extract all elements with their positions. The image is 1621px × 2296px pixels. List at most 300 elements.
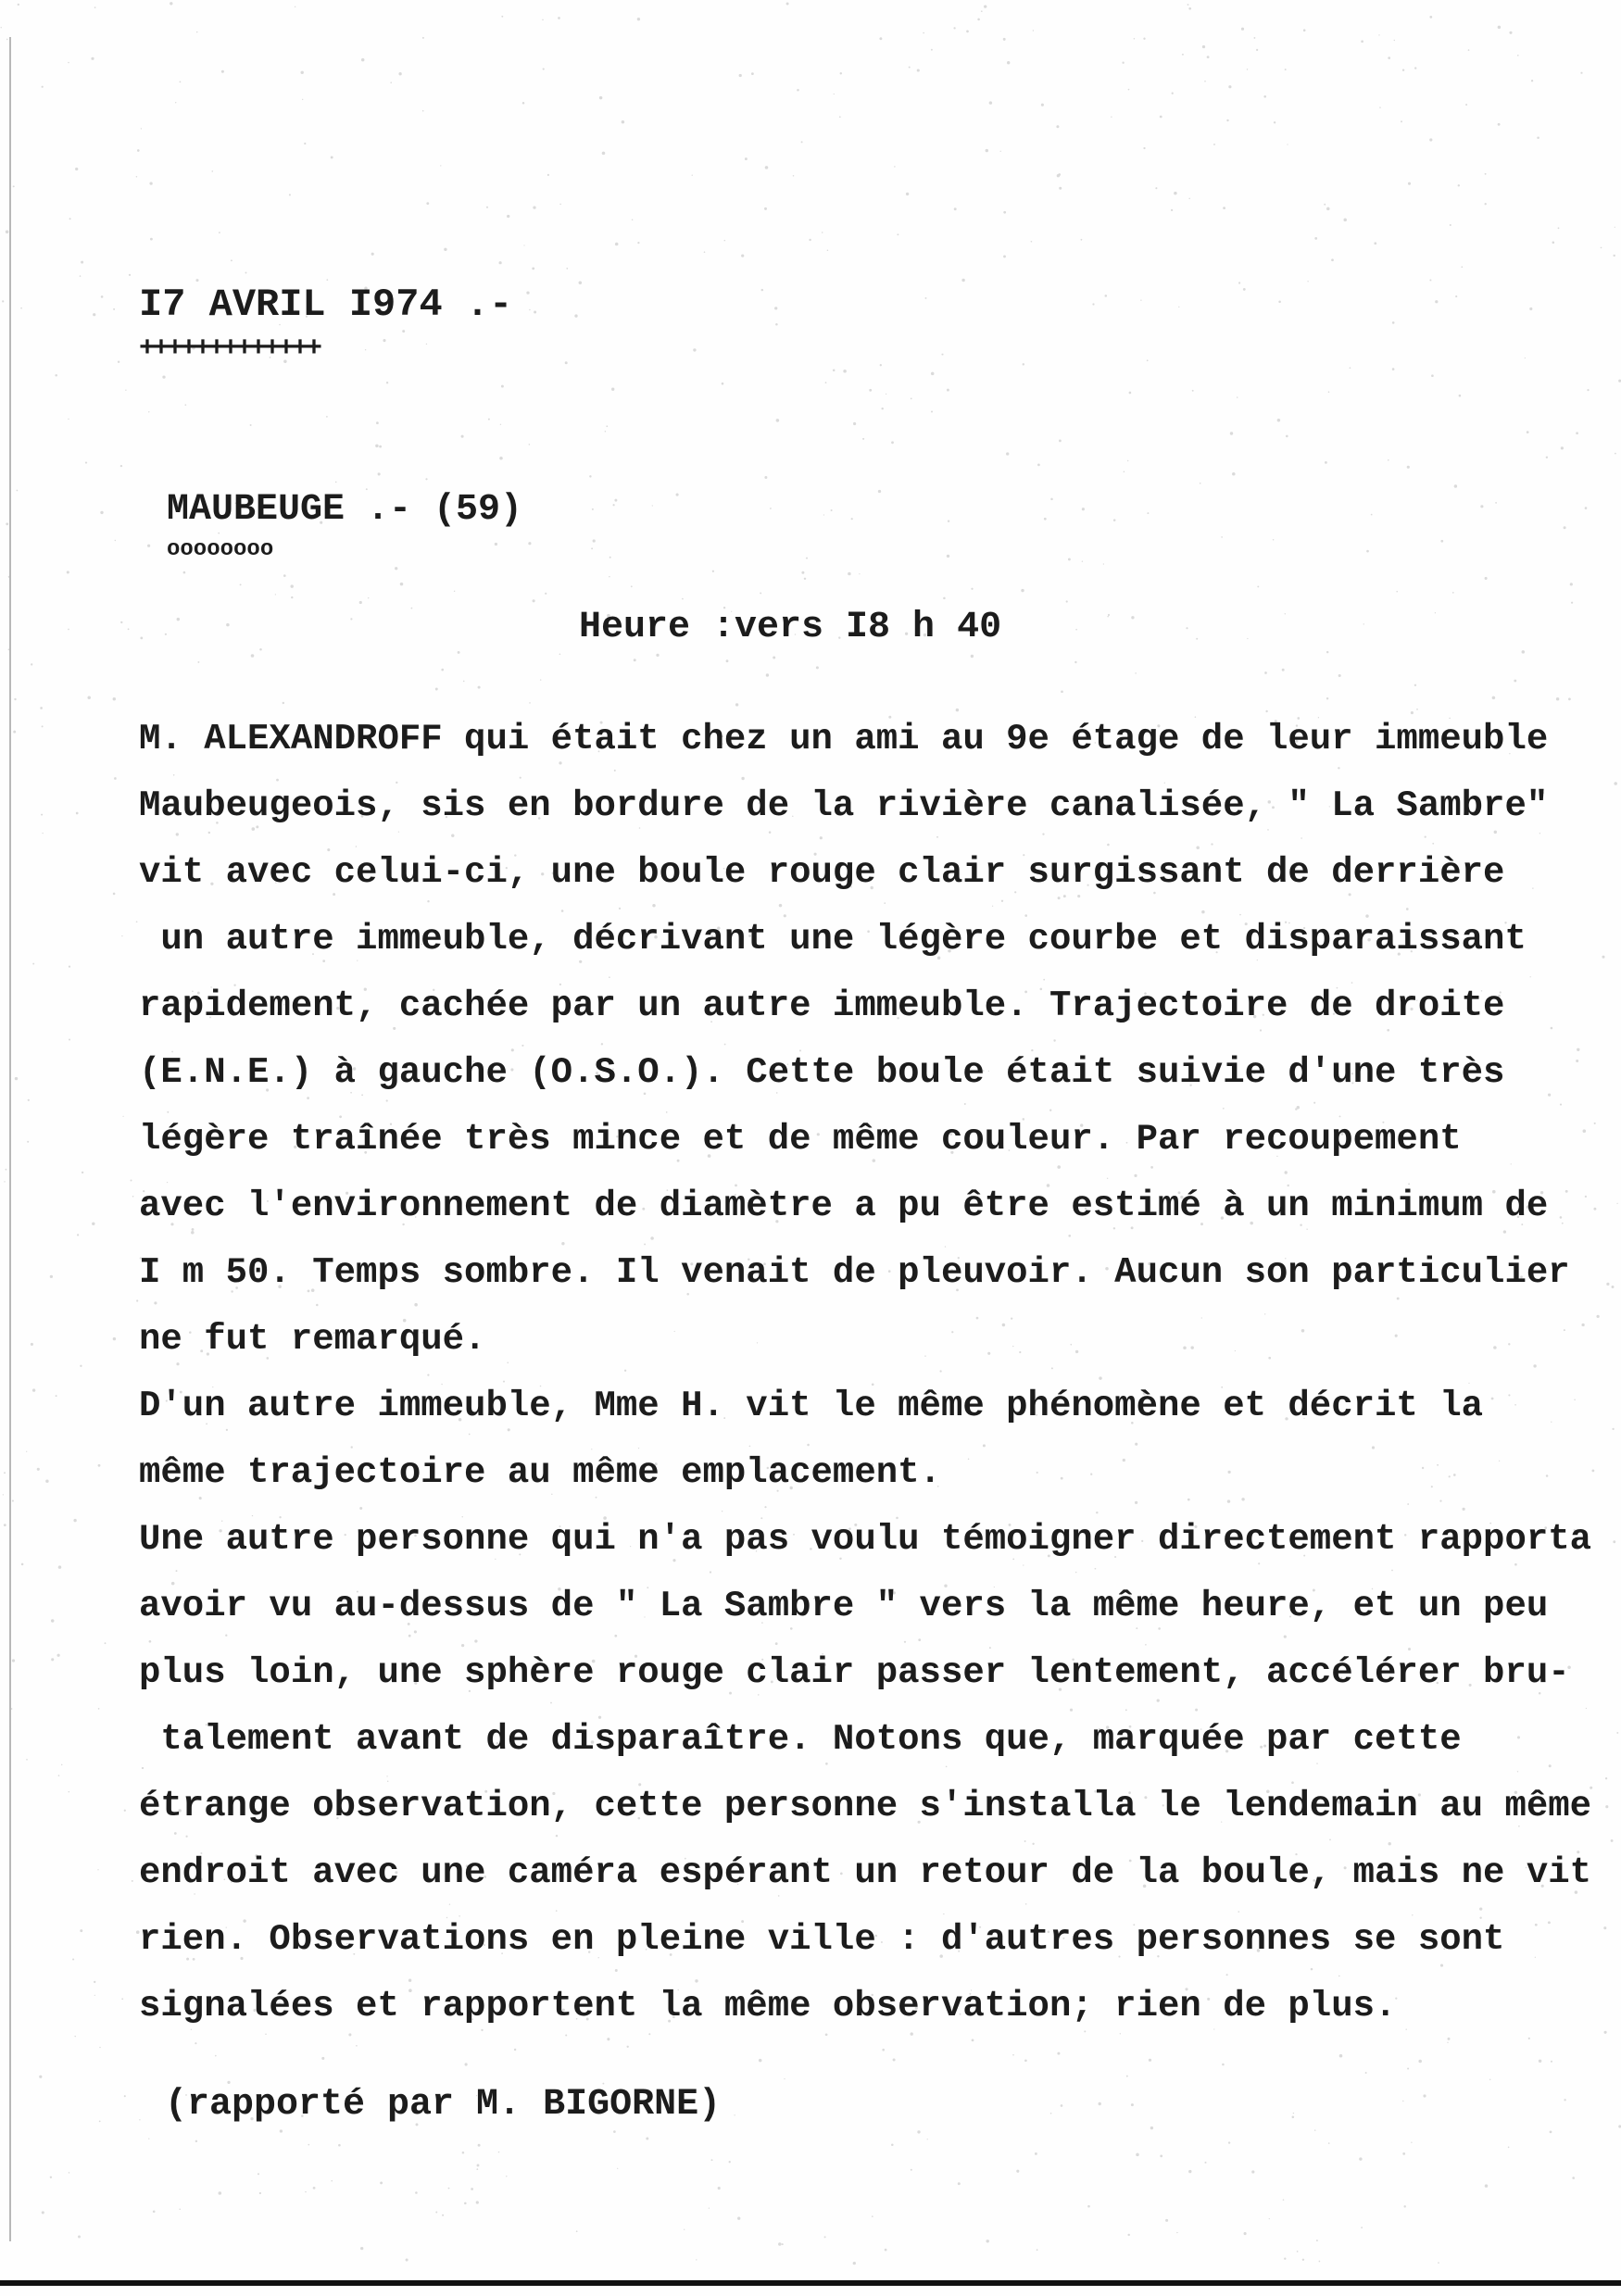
speckle-dot [722,383,724,385]
speckle-dot [94,1995,95,1996]
speckle-dot [179,2209,181,2211]
speckle-dot [348,2033,351,2036]
speckle-dot [769,831,772,834]
speckle-dot [751,72,754,75]
speckle-dot [57,1654,60,1657]
speckle-dot [165,634,167,635]
speckle-dot [114,777,117,780]
speckle-dot [1408,1648,1411,1650]
speckle-dot [1499,1461,1500,1462]
speckle-dot [1363,623,1364,624]
speckle-dot [50,2177,52,2178]
speckle-dot [943,597,946,600]
speckle-dot [503,1381,505,1383]
speckle-dot [488,419,490,420]
speckle-dot [1200,483,1201,484]
speckle-dot [1002,1324,1006,1327]
speckle-dot [148,411,149,412]
speckle-dot [426,344,427,345]
speckle-dot [411,608,413,609]
body-line: un autre immeuble, décrivant une légère courbe et disparaissant [139,919,1527,960]
speckle-dot [1411,711,1414,714]
speckle-dot [139,2119,140,2120]
speckle-dot [101,295,104,298]
speckle-dot [923,32,924,34]
speckle-dot [1508,1343,1510,1345]
speckle-dot [1187,4,1189,6]
speckle-dot [784,914,786,917]
speckle-dot [1302,2259,1304,2261]
speckle-dot [764,207,767,210]
speckle-dot [115,540,116,541]
speckle-dot [1099,2102,1101,2105]
speckle-dot [825,382,827,383]
speckle-dot [1223,207,1225,209]
speckle-dot [1264,671,1267,674]
speckle-dot [1613,1540,1615,1543]
speckle-dot [605,431,607,433]
speckle-dot [176,833,179,835]
speckle-dot [167,1111,169,1113]
speckle-dot [807,1444,810,1447]
speckle-dot [211,170,213,172]
speckle-dot [801,141,803,143]
speckle-dot [816,666,819,669]
speckle-dot [80,1929,82,1932]
speckle-dot [1292,2116,1295,2119]
speckle-dot [1479,1907,1482,1910]
speckle-dot [711,2159,713,2161]
speckle-dot [1431,1486,1433,1487]
speckle-dot [18,4,19,6]
speckle-dot [1264,1313,1265,1314]
speckle-dot [757,1342,758,1343]
speckle-dot [931,372,935,376]
speckle-dot [880,364,882,366]
speckle-dot [624,1370,626,1372]
speckle-dot [121,935,122,936]
speckle-dot [904,1641,906,1643]
speckle-dot [1313,1102,1315,1104]
speckle-dot [51,1619,54,1622]
speckle-dot [612,504,614,506]
speckle-dot [508,1428,510,1431]
speckle-dot [556,1910,558,1912]
speckle-dot [1228,2141,1230,2143]
speckle-dot [534,311,536,314]
speckle-dot [1068,1235,1071,1237]
observation-time: Heure :vers I8 h 40 [579,607,1002,648]
speckle-dot [1007,61,1010,64]
speckle-dot [1273,539,1275,541]
speckle-dot [542,19,544,21]
speckle-dot [764,476,767,479]
speckle-dot [1429,16,1432,19]
speckle-dot [1277,419,1280,421]
speckle-dot [882,2049,885,2051]
speckle-dot [240,583,242,585]
speckle-dot [1485,577,1488,580]
speckle-dot [532,267,534,270]
speckle-dot [897,233,898,235]
speckle-dot [1564,2099,1565,2101]
speckle-dot [499,457,503,460]
speckle-dot [1068,558,1071,560]
speckle-dot [426,202,429,205]
speckle-dot [1453,1474,1456,1476]
speckle-dot [185,1836,187,1838]
speckle-dot [208,832,210,834]
speckle-dot [1602,956,1604,959]
speckle-dot [972,2039,974,2042]
speckle-dot [1455,295,1457,297]
speckle-dot [1136,2153,1139,2157]
speckle-dot [113,1337,116,1340]
speckle-dot [6,39,8,41]
speckle-dot [1454,484,1458,488]
speckle-dot [1549,1764,1552,1767]
speckle-dot [1006,452,1009,455]
speckle-dot [1616,1203,1617,1204]
speckle-dot [1485,2184,1489,2188]
speckle-dot [1269,2218,1270,2219]
speckle-dot [449,1904,450,1905]
speckle-dot [820,836,823,839]
speckle-dot [31,663,32,665]
speckle-dot [331,156,333,158]
speckle-dot [1514,1404,1516,1406]
speckle-dot [1284,2258,1286,2260]
speckle-dot [984,5,986,7]
speckle-dot [547,174,549,176]
speckle-dot [1096,1512,1098,1513]
speckle-dot [13,185,15,187]
speckle-dot [1565,1190,1568,1193]
speckle-dot [184,404,186,406]
speckle-dot [105,1642,107,1644]
speckle-dot [1053,1039,1055,1041]
speckle-dot [637,242,639,244]
speckle-dot [197,661,199,663]
speckle-dot [514,2049,516,2051]
speckle-dot [368,597,369,598]
speckle-dot [1107,616,1109,618]
speckle-dot [1160,116,1162,119]
speckle-dot [1604,2031,1607,2034]
speckle-dot [1127,2234,1129,2236]
speckle-dot [911,398,912,400]
speckle-dot [1155,187,1157,189]
speckle-dot [175,102,176,103]
speckle-dot [51,1658,54,1661]
speckle-dot [1171,209,1173,211]
speckle-dot [153,2211,156,2214]
speckle-dot [1087,2205,1090,2208]
speckle-dot [775,1642,778,1645]
speckle-dot [1407,466,1410,469]
speckle-dot [132,1880,133,1882]
speckle-dot [1564,526,1566,529]
speckle-dot [1576,432,1578,434]
speckle-dot [113,893,116,896]
speckle-dot [1227,1471,1230,1474]
speckle-dot [120,621,122,623]
speckle-dot [1537,137,1539,140]
speckle-dot [1092,303,1094,305]
speckle-dot [427,1374,429,1375]
speckle-dot [947,389,949,392]
speckle-dot [1511,1163,1512,1164]
speckle-dot [69,1791,70,1793]
speckle-dot [98,1708,100,1710]
speckle-dot [1596,1315,1599,1318]
speckle-dot [435,2212,437,2214]
speckle-dot [463,681,465,683]
speckle-dot [1570,583,1573,585]
speckle-dot [1239,914,1241,916]
speckle-dot [1050,2113,1052,2114]
speckle-dot [131,1180,132,1182]
speckle-dot [1244,2232,1247,2235]
speckle-dot [98,1464,101,1467]
speckle-dot [69,2172,70,2174]
speckle-dot [1326,697,1328,699]
speckle-dot [1000,151,1001,152]
speckle-dot [1366,550,1369,553]
speckle-dot [474,1639,477,1642]
speckle-dot [1580,72,1582,74]
speckle-dot [954,207,957,210]
speckle-dot [684,2229,685,2230]
speckle-dot [833,370,836,372]
speckle-dot [265,2034,267,2036]
speckle-dot [192,1228,195,1231]
speckle-dot [42,86,44,88]
speckle-dot [283,574,286,577]
speckle-dot [615,1969,618,1972]
speckle-dot [478,2144,481,2147]
speckle-dot [1058,173,1061,176]
speckle-dot [939,1370,941,1372]
speckle-dot [1207,56,1210,58]
speckle-dot [39,2076,42,2078]
speckle-dot [827,249,829,251]
speckle-dot [162,375,165,378]
speckle-dot [454,591,455,592]
speckle-dot [559,204,561,206]
speckle-dot [1485,173,1487,175]
speckle-dot [741,777,744,780]
speckle-dot [1586,1708,1587,1709]
speckle-dot [1056,125,1059,128]
speckle-dot [252,1515,253,1516]
speckle-dot [931,410,933,412]
speckle-dot [132,1196,134,1198]
speckle-dot [1517,1771,1518,1772]
speckle-dot [28,1099,30,1101]
speckle-dot [893,2058,896,2061]
speckle-dot [1388,56,1390,59]
speckle-dot [376,421,379,424]
speckle-dot [599,96,602,99]
speckle-dot [1535,1957,1536,1958]
speckle-dot [853,422,856,425]
speckle-dot [1552,242,1555,245]
speckle-dot [1186,627,1187,629]
speckle-dot [1593,1208,1596,1211]
speckle-dot [1035,2152,1037,2155]
speckle-dot [1025,1903,1027,1905]
speckle-dot [1075,1572,1076,1573]
speckle-dot [983,1444,986,1447]
speckle-dot [1522,650,1526,654]
body-line: rien. Observations en pleine ville : d'autres personnes se sont [139,1919,1505,1960]
speckle-dot [387,1780,389,1782]
speckle-dot [566,268,568,270]
speckle-dot [770,508,772,509]
speckle-dot [1285,613,1286,614]
speckle-dot [1338,1976,1340,1977]
speckle-dot [14,698,16,700]
speckle-dot [1285,1171,1288,1173]
speckle-dot [1531,80,1533,82]
speckle-dot [1050,498,1053,501]
speckle-dot [627,2046,629,2048]
speckle-dot [1230,432,1233,434]
speckle-dot [75,168,78,170]
speckle-dot [422,37,424,39]
speckle-dot [1429,138,1432,141]
speckle-dot [1131,616,1134,619]
speckle-dot [1263,95,1266,98]
speckle-dot [113,697,116,700]
speckle-dot [215,2055,217,2057]
speckle-dot [1001,900,1003,902]
speckle-dot [1016,2170,1019,2173]
speckle-dot [1423,2094,1426,2097]
speckle-dot [1129,392,1132,395]
speckle-dot [61,1764,63,1766]
speckle-dot [1605,1777,1607,1779]
body-line: signalées et rapportent la même observation; rien de plus. [139,1986,1397,2026]
speckle-dot [911,2169,912,2171]
speckle-dot [1616,1732,1618,1734]
speckle-dot [1057,174,1060,177]
speckle-dot [87,696,91,699]
speckle-dot [958,2182,961,2185]
speckle-dot [986,149,988,152]
speckle-dot [1328,2142,1330,2144]
speckle-dot [1192,390,1194,392]
speckle-dot [1394,40,1395,41]
speckle-dot [961,279,964,282]
speckle-dot [1033,30,1034,31]
speckle-dot [579,960,582,963]
speckle-dot [69,218,71,220]
speckle-dot [141,128,142,129]
speckle-dot [1517,55,1519,56]
speckle-dot [1295,1108,1297,1110]
speckle-dot [27,1141,29,1143]
speckle-dot [1403,2205,1405,2207]
speckle-dot [619,908,621,910]
speckle-dot [408,1635,411,1637]
speckle-dot [968,1459,970,1461]
speckle-dot [1509,31,1512,34]
speckle-dot [1406,908,1409,910]
speckle-dot [520,777,521,779]
speckle-dot [1023,363,1024,365]
speckle-dot [1105,295,1108,297]
speckle-dot [592,508,594,510]
speckle-dot [1182,54,1184,56]
speckle-dot [308,2144,309,2146]
body-line: vit avec celui-ci, une boule rouge clair surgissant de derrière [139,852,1505,893]
speckle-dot [823,514,824,515]
speckle-dot [1440,540,1443,543]
speckle-dot [1548,1921,1551,1924]
speckle-dot [1301,837,1302,839]
speckle-dot [85,462,87,464]
speckle-dot [74,2036,75,2037]
speckle-dot [226,623,230,627]
speckle-dot [634,659,636,661]
speckle-dot [879,37,882,40]
speckle-dot [1585,507,1588,509]
speckle-dot [406,2258,408,2261]
speckle-dot [276,779,279,782]
speckle-dot [326,416,328,418]
speckle-dot [359,1507,362,1510]
speckle-dot [529,309,530,310]
reported-by: (rapporté par M. BIGORNE) [165,2084,722,2126]
speckle-dot [917,2130,920,2133]
speckle-dot [1227,1499,1230,1502]
speckle-dot [259,2192,261,2194]
speckle-dot [444,248,446,251]
speckle-dot [1019,1351,1021,1353]
speckle-dot [380,2181,383,2184]
speckle-dot [1201,1317,1202,1318]
speckle-dot [2,300,4,302]
speckle-dot [499,261,502,264]
speckle-dot [947,555,949,558]
speckle-dot [41,814,43,816]
body-line: M. ALEXANDROFF qui était chez un ami au 9e étage de leur immeuble [139,719,1549,759]
speckle-dot [1187,1499,1190,1501]
speckle-dot [1550,2131,1552,2134]
speckle-dot [1350,367,1351,369]
speckle-dot [1351,982,1353,984]
speckle-dot [989,101,992,104]
speckle-dot [42,833,43,834]
speckle-dot [176,1362,179,1365]
speckle-dot [149,1640,152,1643]
speckle-dot [275,594,276,595]
speckle-dot [140,636,143,639]
speckle-dot [797,89,799,92]
speckle-dot [1135,1443,1137,1446]
speckle-dot [1157,1699,1160,1701]
speckle-dot [1361,40,1363,43]
speckle-dot [1128,89,1130,91]
speckle-dot [574,314,577,317]
speckle-dot [122,1116,123,1117]
speckle-dot [440,165,441,166]
speckle-dot [1605,1805,1608,1808]
speckle-dot [50,1275,53,1278]
speckle-dot [943,1913,944,1914]
